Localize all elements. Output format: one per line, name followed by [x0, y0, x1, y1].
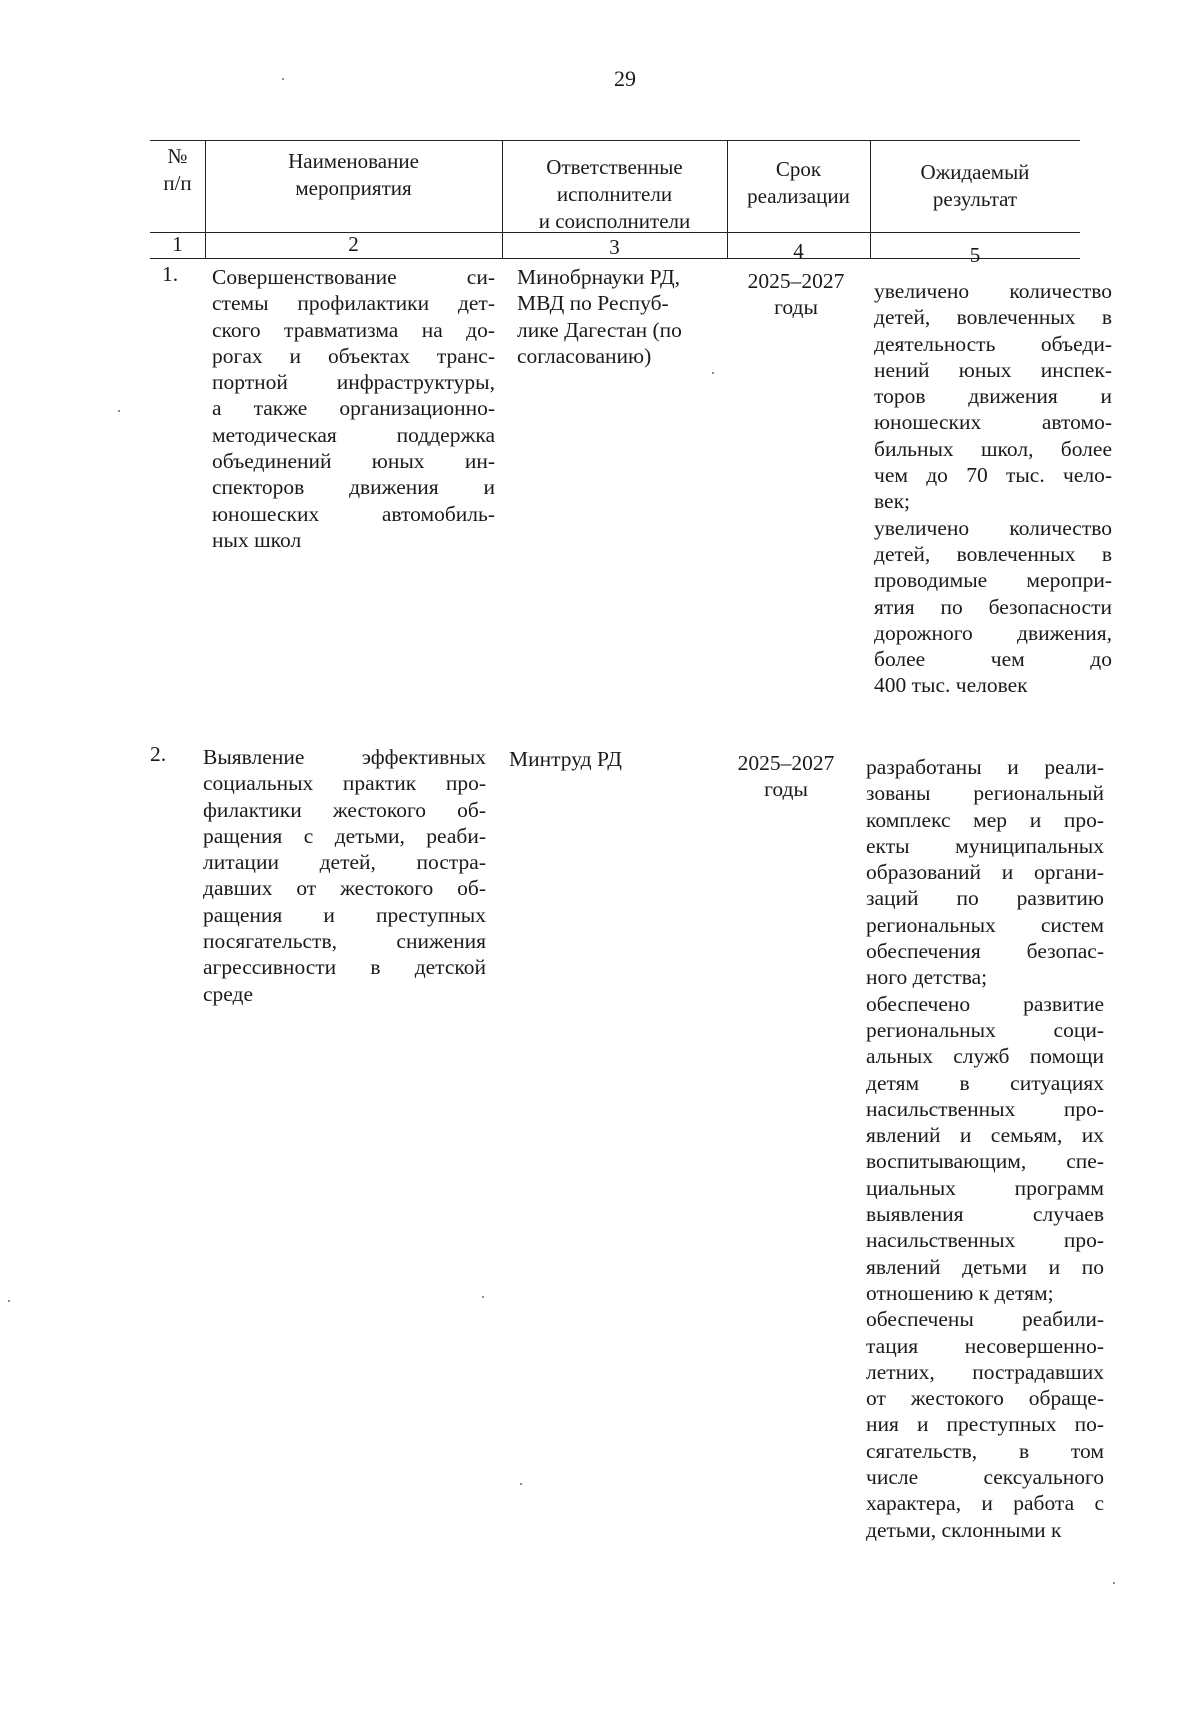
executors-line: согласованию): [517, 343, 652, 368]
event-name-line: методическая поддержка: [212, 422, 495, 447]
event-name-line: стемы профилактики дет-: [212, 291, 495, 316]
event-name-line: социальных практик про-: [203, 771, 486, 796]
term-line: годы: [764, 777, 808, 802]
event-name-line: портной инфраструктуры,: [212, 370, 495, 395]
result-line: тация несовершенно-: [866, 1333, 1104, 1358]
term-line: годы: [774, 295, 818, 320]
result-line: региональных соци-: [866, 1017, 1104, 1042]
header-number: № п/п: [163, 144, 192, 195]
result-line: от жестокого обраще-: [866, 1386, 1104, 1411]
result-line: бильных школ, более: [874, 436, 1112, 461]
term-cell: [730, 268, 862, 321]
scan-speck: [282, 78, 284, 80]
scan-speck: [8, 1300, 10, 1302]
executors-line: Минобрнауки РД,: [517, 265, 680, 289]
result-line: сягательств, в том: [866, 1438, 1104, 1463]
result-line: ного детства;: [866, 965, 988, 990]
result-line: комплекс мер и про-: [866, 807, 1104, 832]
result-line: характера, и работа с: [866, 1491, 1104, 1516]
event-name-line: объединений юных ин-: [212, 449, 495, 474]
event-name-line: юношеских автомобиль-: [212, 501, 495, 526]
result-line: числе сексуального: [866, 1465, 1104, 1490]
result-line: насильственных про-: [866, 1096, 1104, 1121]
scan-speck: [1113, 1582, 1115, 1584]
result-line: детей, вовлеченных в: [874, 305, 1112, 330]
result-line: детей, вовлеченных в: [874, 541, 1112, 566]
result-line: дорожного движения,: [874, 620, 1112, 645]
scan-speck: [118, 410, 120, 412]
event-name-line: а также организационно-: [212, 396, 495, 421]
result-line: век;: [874, 489, 910, 514]
result-line: ятия по безопасности: [874, 594, 1112, 619]
result-line: явлений детьми и по: [866, 1254, 1104, 1279]
result-line: екты муниципальных: [866, 833, 1104, 858]
row-number: 1.: [162, 262, 179, 286]
column-number-1: 1: [172, 232, 183, 256]
header-executors: Ответственные исполнители и соисполнители: [538, 155, 691, 233]
result-line: региональных систем: [866, 912, 1104, 937]
column-number-4: 4: [793, 239, 804, 263]
executors-cell: [509, 746, 714, 772]
result-line: проводимые меропри-: [874, 568, 1112, 593]
result-line: более чем до: [874, 647, 1112, 672]
result-line: детям в ситуациях: [866, 1070, 1104, 1095]
result-line: нений юных инспек-: [874, 357, 1112, 382]
event-name-line: литации детей, постра-: [203, 850, 486, 875]
result-line: увеличено количество: [874, 515, 1112, 540]
event-name-line: ных школ: [212, 527, 302, 552]
executors-line: Минтруд РД: [509, 747, 622, 771]
event-name-line: посягательств, снижения: [203, 929, 486, 954]
column-number-3: 3: [609, 235, 620, 259]
executors-cell: [517, 264, 722, 369]
result-line: юношеских автомо-: [874, 410, 1112, 435]
event-name-cell: [212, 264, 495, 553]
result-line: образований и органи-: [866, 860, 1104, 885]
result-line: разработаны и реали-: [866, 755, 1104, 779]
term-cell: [720, 750, 852, 803]
column-number-5: 5: [969, 243, 981, 267]
result-line: зованы региональный: [866, 781, 1104, 806]
result-line: торов движения и: [874, 384, 1112, 409]
result-cell: [866, 754, 1104, 1543]
executors-line: МВД по Респуб-: [517, 291, 669, 316]
result-line: заций по развитию: [866, 886, 1104, 911]
result-line: обеспечены реабили-: [866, 1307, 1104, 1332]
header-result: Ожидаемый результат: [920, 160, 1030, 211]
result-line: отношению к детям;: [866, 1280, 1054, 1305]
result-cell: [874, 278, 1112, 699]
result-line: ния и преступных по-: [866, 1412, 1104, 1437]
event-name-line: агрессивности в детской: [203, 955, 486, 980]
event-name-line: рогах и объектах транс-: [212, 343, 495, 368]
page-number: 29: [614, 66, 636, 91]
event-name-line: Выявление эффективных: [203, 745, 486, 769]
event-name-line: спекторов движения и: [212, 475, 495, 500]
result-line: обеспечения безопас-: [866, 939, 1104, 964]
term-line: 2025–2027: [737, 751, 835, 775]
result-line: деятельность объеди-: [874, 331, 1112, 356]
event-name-line: среде: [203, 981, 254, 1006]
event-name-line: ского травматизма на до-: [212, 317, 495, 342]
result-line: 400 тыс. человек: [874, 673, 1028, 698]
column-number-2: 2: [348, 232, 359, 256]
result-line: летних, пострадавших: [866, 1359, 1104, 1384]
table-top-border: [150, 140, 1080, 141]
event-name-line: филактики жестокого об-: [203, 797, 486, 822]
result-line: циальных программ: [866, 1175, 1104, 1200]
result-line: обеспечено развитие: [866, 991, 1104, 1016]
executors-line: лике Дагестан (по: [517, 317, 682, 342]
term-line: 2025–2027: [747, 269, 845, 293]
event-name-line: Совершенствование си-: [212, 265, 495, 289]
result-line: детьми, склонными к: [866, 1517, 1062, 1542]
header-event-name: Наименование мероприятия: [288, 149, 419, 200]
result-line: увеличено количество: [874, 279, 1112, 303]
event-name-line: ращения и преступных: [203, 902, 486, 927]
event-name-line: давших от жестокого об-: [203, 876, 486, 901]
event-name-line: ращения с детьми, реаби-: [203, 823, 486, 848]
scan-speck: [482, 1296, 484, 1298]
row-number: 2.: [150, 742, 167, 766]
result-line: выявления случаев: [866, 1202, 1104, 1227]
result-line: явлений и семьям, их: [866, 1123, 1104, 1148]
scan-speck: [520, 1483, 522, 1485]
scan-speck: [712, 372, 714, 374]
result-line: альных служб помощи: [866, 1044, 1104, 1069]
result-line: чем до 70 тыс. чело-: [874, 463, 1112, 488]
result-line: воспитывающим, спе-: [866, 1149, 1104, 1174]
result-line: насильственных про-: [866, 1228, 1104, 1253]
header-term: Срок реализации: [747, 157, 850, 208]
event-name-cell: [203, 744, 486, 1007]
